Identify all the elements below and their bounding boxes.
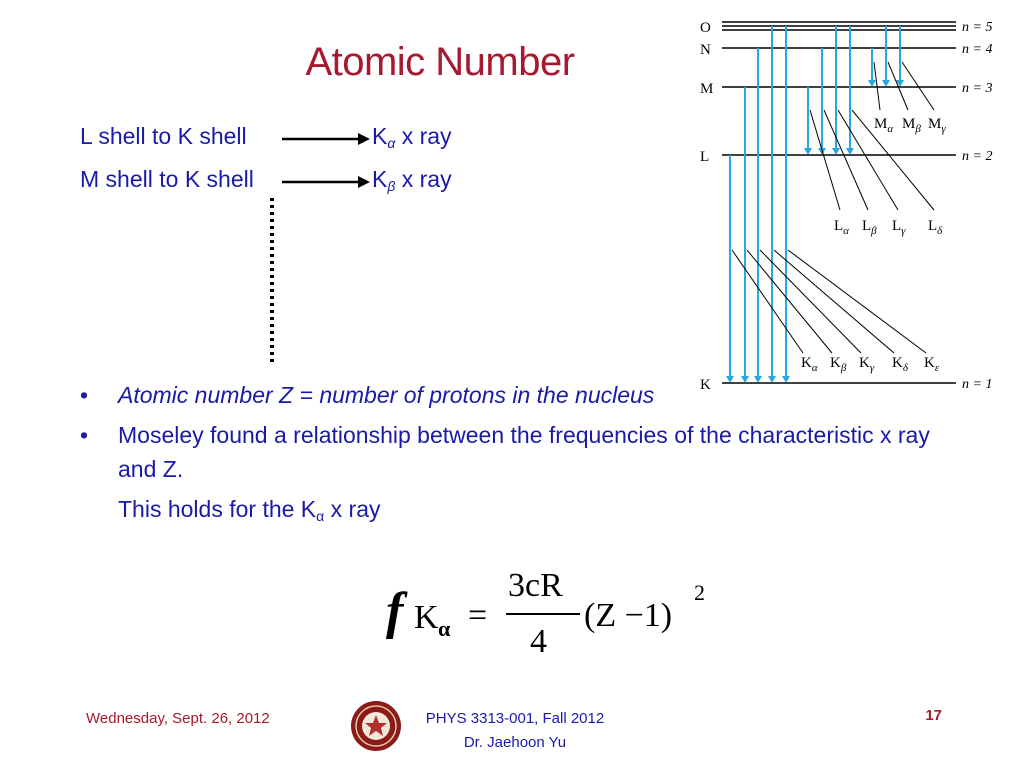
series-label: $L_\delta$ (928, 218, 943, 237)
leader-line (747, 250, 832, 353)
transition-row-2 (80, 166, 500, 196)
arrowhead-icon (846, 148, 854, 155)
footer-course: PHYS 3313-001, Fall 2012 (425, 710, 605, 727)
footer-course-info (400, 707, 630, 755)
series-label: $L_\alpha$ (834, 218, 849, 237)
note-subscript: α (316, 508, 325, 524)
bullet-item-2 (80, 418, 940, 486)
series-label: $K_\alpha$ (801, 355, 818, 374)
result-suffix: x ray (395, 166, 452, 192)
transition-label: M shell to K shell (80, 166, 254, 192)
right-arrow-icon (280, 129, 372, 149)
leader-line (888, 62, 908, 110)
leader-lines (732, 62, 934, 353)
page-number: 17 (925, 707, 942, 724)
transition-lines (726, 26, 904, 383)
formula-alpha: α (438, 616, 451, 641)
result-prefix: K (372, 166, 388, 192)
series-label: $K_\delta$ (892, 355, 908, 374)
university-seal-icon (350, 700, 402, 752)
shell-n-label: n = 2 (962, 149, 993, 164)
series-label: $L_\beta$ (862, 218, 877, 237)
dotted-divider (268, 196, 278, 364)
xray-energy-level-diagram (690, 10, 1024, 395)
slide-title: Atomic Number (305, 40, 575, 84)
formula-exponent: 2 (694, 580, 705, 605)
leader-line (760, 250, 861, 353)
note-prefix: This holds for the K (118, 496, 317, 522)
footer-date: Wednesday, Sept. 26, 2012 (86, 710, 270, 727)
shell-n-label: n = 1 (962, 377, 993, 392)
formula-equals: = (468, 597, 488, 634)
leader-line (824, 110, 868, 210)
arrowhead-icon (832, 148, 840, 155)
arrowhead-icon (882, 80, 890, 87)
transition-row-1 (80, 123, 500, 153)
formula-denominator: 4 (530, 623, 547, 660)
transition-result (372, 166, 452, 194)
result-suffix: x ray (395, 123, 452, 149)
energy-levels (700, 20, 992, 393)
shell-letter-L: L (700, 149, 710, 165)
transition-result (372, 123, 452, 151)
bullet-item-1 (80, 378, 940, 412)
note-line (80, 492, 940, 533)
shell-letter-N: N (700, 42, 711, 58)
series-label: $K_\gamma$ (859, 355, 875, 374)
arrowhead-icon (868, 80, 876, 87)
series-label: $M_\alpha$ (874, 116, 894, 135)
bullet-marker: • (80, 422, 89, 448)
shell-n-label: n = 3 (962, 81, 993, 96)
transition-label: L shell to K shell (80, 123, 247, 149)
arrowhead-icon (804, 148, 812, 155)
shell-letter-M: M (700, 81, 714, 97)
formula-f: f (386, 583, 404, 640)
result-subscript: β (387, 178, 396, 194)
right-arrow-icon (280, 172, 372, 192)
bullet-text: Moseley found a relationship between the frequencies of the characteristic x ray and Z. (118, 422, 930, 482)
bullet-marker: • (80, 382, 89, 408)
series-label: $K_\beta$ (830, 355, 847, 374)
bullet-list (80, 378, 940, 533)
note-suffix: x ray (324, 496, 381, 522)
formula-rhs: (Z −1) (584, 597, 673, 634)
shell-n-label: n = 5 (962, 20, 993, 35)
series-label: $M_\gamma$ (928, 116, 946, 135)
leader-line (874, 62, 880, 110)
footer-instructor: Dr. Jaehoon Yu (463, 734, 567, 751)
shell-letter-O: O (700, 20, 711, 36)
formula-numerator: 3cR (508, 567, 563, 604)
series-label: $L_\gamma$ (892, 218, 906, 237)
formula-k: K (414, 599, 439, 636)
series-label: $K_\varepsilon$ (924, 355, 940, 374)
shell-n-label: n = 4 (962, 42, 993, 57)
leader-line (788, 250, 926, 353)
series-label: $M_\beta$ (902, 116, 921, 135)
result-prefix: K (372, 123, 388, 149)
result-subscript: α (387, 135, 396, 151)
leader-line (902, 62, 934, 110)
shell-letter-K: K (700, 377, 711, 393)
moseley-formula (380, 560, 720, 670)
bullet-text: Atomic number Z = number of protons in the nucleus (118, 382, 655, 408)
